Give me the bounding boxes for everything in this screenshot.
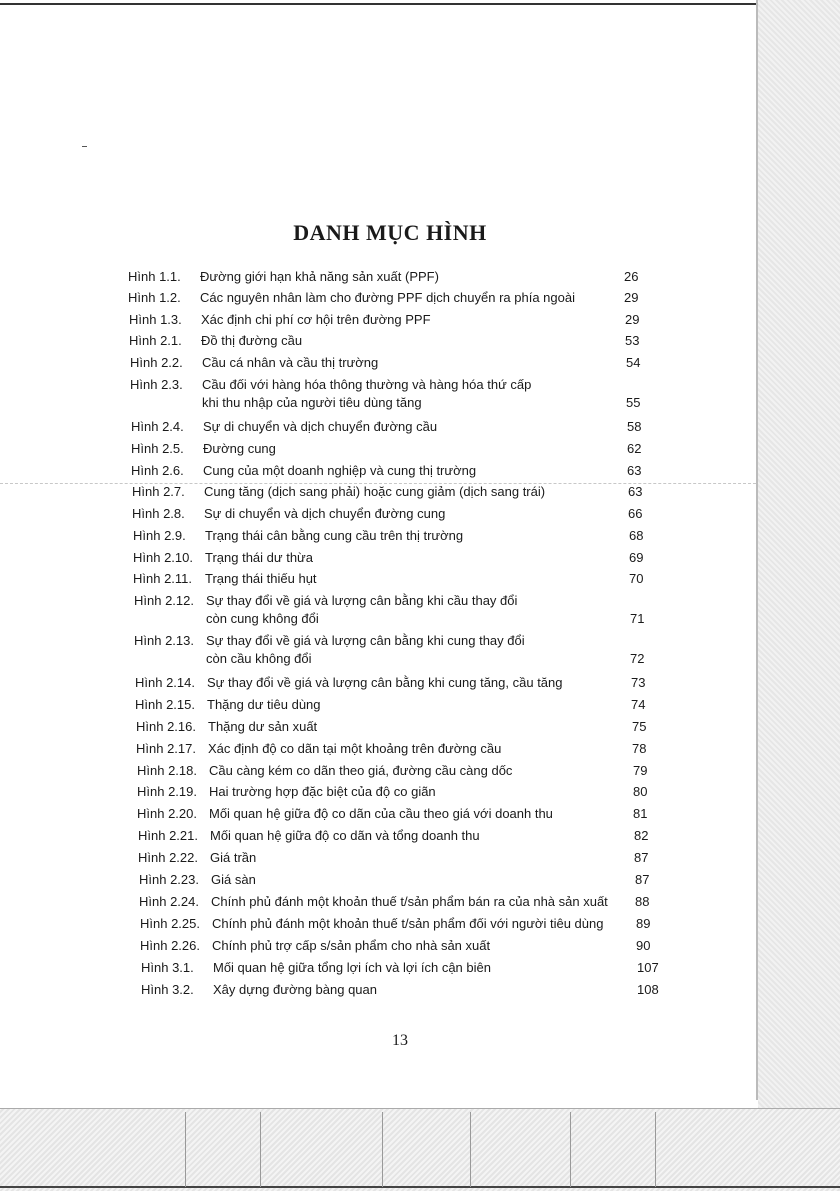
figure-title bbox=[206, 634, 630, 665]
figure-title bbox=[208, 720, 632, 733]
list-item bbox=[140, 917, 670, 930]
page-title: DANH MỤC HÌNH bbox=[293, 220, 487, 245]
scan-right-edge bbox=[758, 0, 840, 1191]
figure-label: Hình 2.13. bbox=[134, 633, 194, 648]
figure-label: Hình 2.18. bbox=[137, 763, 197, 778]
list-item bbox=[131, 464, 661, 477]
figure-title bbox=[201, 313, 625, 326]
list-item bbox=[129, 334, 659, 347]
list-item bbox=[128, 270, 658, 283]
figure-page-number: 78 bbox=[632, 741, 647, 756]
figure-title-line: Thặng dư sản xuất bbox=[208, 719, 318, 734]
figure-page-number: 87 bbox=[634, 850, 649, 865]
scan-bottom-divider bbox=[260, 1112, 261, 1187]
figure-title bbox=[207, 698, 631, 711]
figure-page-number: 79 bbox=[633, 763, 648, 778]
figure-page-number: 108 bbox=[637, 982, 659, 997]
figure-page-number: 81 bbox=[633, 806, 648, 821]
figure-page-number: 87 bbox=[635, 872, 650, 887]
figure-title-line: Các nguyên nhân làm cho đường PPF dịch chuyển ra phía ngoài bbox=[200, 290, 575, 305]
figure-page-number: 29 bbox=[625, 312, 640, 327]
figure-title bbox=[210, 851, 634, 864]
figure-title-line: Sự thay đổi về giá và lượng cân bằng khi cung thay đổi bbox=[206, 633, 525, 648]
figure-title-line-2: khi thu nhập của người tiêu dùng tăng bbox=[202, 395, 422, 410]
list-item bbox=[134, 634, 664, 665]
figure-page-number: 62 bbox=[627, 441, 642, 456]
figure-label: Hình 2.6. bbox=[131, 463, 184, 478]
figure-title-line: Trạng thái dư thừa bbox=[205, 550, 313, 565]
figure-title bbox=[207, 676, 631, 689]
list-item bbox=[132, 507, 662, 520]
figure-label: Hình 2.9. bbox=[133, 528, 186, 543]
figure-title bbox=[203, 420, 627, 433]
list-item bbox=[136, 742, 666, 755]
list-item bbox=[130, 356, 660, 369]
figure-title bbox=[211, 873, 635, 886]
figure-page-number: 72 bbox=[630, 651, 645, 666]
list-item bbox=[129, 313, 659, 326]
figure-title bbox=[201, 334, 625, 347]
figure-title-line: Thặng dư tiêu dùng bbox=[207, 697, 321, 712]
list-item bbox=[137, 785, 667, 798]
list-item bbox=[140, 939, 670, 952]
scan-bottom-band bbox=[0, 1108, 840, 1191]
list-item bbox=[137, 764, 667, 777]
scan-bottom-divider bbox=[382, 1112, 383, 1187]
list-item bbox=[135, 698, 665, 711]
figure-page-number: 68 bbox=[629, 528, 644, 543]
figure-label: Hình 2.21. bbox=[138, 828, 198, 843]
figure-label: Hình 2.24. bbox=[139, 894, 199, 909]
figure-page-number: 63 bbox=[628, 484, 643, 499]
list-item bbox=[128, 291, 658, 304]
figure-page-number: 58 bbox=[627, 419, 642, 434]
figure-title-line: Chính phủ đánh một khoản thuế t/sản phẩm đối với người tiêu dùng bbox=[212, 916, 604, 931]
figure-title bbox=[205, 572, 629, 585]
list-item bbox=[137, 807, 667, 820]
figure-page-number: 89 bbox=[636, 916, 651, 931]
figure-title bbox=[204, 485, 628, 498]
figure-label: Hình 2.22. bbox=[138, 850, 198, 865]
figure-label: Hình 2.14. bbox=[135, 675, 195, 690]
figure-title-line: Trạng thái cân bằng cung cầu trên thị trường bbox=[205, 528, 464, 543]
figure-page-number: 71 bbox=[630, 611, 645, 626]
figure-label: Hình 2.3. bbox=[130, 377, 183, 392]
figure-title-line: Sự thay đổi về giá và lượng cân bằng khi cung tăng, cầu tăng bbox=[207, 675, 563, 690]
figure-title bbox=[202, 356, 626, 369]
figure-title-line: Sự di chuyển và dịch chuyển đường cung bbox=[204, 506, 446, 521]
list-item bbox=[132, 485, 662, 498]
figure-title-line: Cầu cá nhân và cầu thị trường bbox=[202, 355, 379, 370]
figure-title-line: Giá trần bbox=[210, 850, 257, 865]
page-number: 13 bbox=[392, 1032, 408, 1049]
list-item bbox=[131, 442, 661, 455]
figure-label: Hình 2.5. bbox=[131, 441, 184, 456]
figure-label: Hình 2.12. bbox=[134, 593, 194, 608]
figure-title-line: Giá sàn bbox=[211, 872, 256, 887]
scan-bottom-divider bbox=[185, 1112, 186, 1187]
list-item bbox=[138, 851, 668, 864]
figure-label: Hình 2.26. bbox=[140, 938, 200, 953]
figure-label: Hình 2.16. bbox=[136, 719, 196, 734]
figure-page-number: 55 bbox=[626, 395, 641, 410]
figure-title-line: Sự di chuyển và dịch chuyển đường cầu bbox=[203, 419, 438, 434]
list-item bbox=[133, 551, 663, 564]
figure-page-number: 54 bbox=[626, 355, 641, 370]
figure-title-line: Cung tăng (dịch sang phải) hoặc cung giảm (dịch sang trái) bbox=[204, 484, 546, 499]
figure-label: Hình 2.1. bbox=[129, 333, 182, 348]
figure-title bbox=[208, 742, 632, 755]
list-item bbox=[141, 961, 671, 974]
figure-label: Hình 1.1. bbox=[128, 269, 181, 284]
figure-title-line: Xác định chi phí cơ hội trên đường PPF bbox=[201, 312, 431, 327]
figure-title-line: Trạng thái thiếu hụt bbox=[205, 571, 317, 586]
figure-label: Hình 3.2. bbox=[141, 982, 194, 997]
list-item bbox=[136, 720, 666, 733]
figure-title-line: Chính phủ đánh một khoản thuế t/sản phẩm bán ra của nhà sản xuất bbox=[211, 894, 608, 909]
figure-page-number: 74 bbox=[631, 697, 646, 712]
figure-page-number: 75 bbox=[632, 719, 647, 734]
scan-bottom-divider bbox=[470, 1112, 471, 1187]
figure-title-line: Cung của một doanh nghiệp và cung thị trường bbox=[203, 463, 477, 478]
figure-title-line: Cầu đối với hàng hóa thông thường và hàng hóa thứ cấp bbox=[202, 377, 532, 392]
figure-title-line: Xây dựng đường bàng quan bbox=[213, 982, 377, 997]
figure-page-number: 80 bbox=[633, 784, 648, 799]
figure-label: Hình 2.17. bbox=[136, 741, 196, 756]
figure-title bbox=[209, 807, 633, 820]
figure-title bbox=[213, 983, 637, 996]
figure-label: Hình 2.23. bbox=[139, 872, 199, 887]
figure-label: Hình 2.15. bbox=[135, 697, 195, 712]
figure-label: Hình 2.10. bbox=[133, 550, 193, 565]
figure-page-number: 29 bbox=[624, 290, 639, 305]
list-item bbox=[134, 594, 664, 625]
figure-label: Hình 1.2. bbox=[128, 290, 181, 305]
figure-title-line: Hai trường hợp đặc biệt của độ co giãn bbox=[209, 784, 436, 799]
figure-page-number: 88 bbox=[635, 894, 650, 909]
figure-title-line: Đồ thị đường cầu bbox=[201, 333, 303, 348]
scan-bottom-divider bbox=[655, 1112, 656, 1187]
scan-top-rule bbox=[0, 3, 790, 5]
figure-title-line: Mối quan hệ giữa tổng lợi ích và lợi ích cận biên bbox=[213, 960, 491, 975]
figure-title bbox=[200, 270, 624, 283]
figure-title-line-2: còn cung không đổi bbox=[206, 611, 319, 626]
scan-stray-mark bbox=[82, 146, 87, 147]
figure-label: Hình 2.4. bbox=[131, 419, 184, 434]
figure-title-line: Xác định độ co dãn tại một khoảng trên đường cầu bbox=[208, 741, 502, 756]
figure-label: Hình 2.20. bbox=[137, 806, 197, 821]
figure-title bbox=[211, 895, 635, 908]
figure-label: Hình 2.19. bbox=[137, 784, 197, 799]
figure-title bbox=[209, 764, 633, 777]
figure-label: Hình 2.7. bbox=[132, 484, 185, 499]
figure-title-line: Sự thay đổi về giá và lượng cân bằng khi cầu thay đổi bbox=[206, 593, 518, 608]
figure-title-line: Mối quan hệ giữa độ co dãn của cầu theo giá với doanh thu bbox=[209, 806, 553, 821]
list-item bbox=[130, 378, 660, 409]
figure-label: Hình 2.2. bbox=[130, 355, 183, 370]
figure-page-number: 53 bbox=[625, 333, 640, 348]
list-item bbox=[139, 873, 669, 886]
scan-bottom-edge bbox=[0, 1186, 840, 1188]
figure-page-number: 66 bbox=[628, 506, 643, 521]
list-item bbox=[139, 895, 669, 908]
figure-title-line: Mối quan hệ giữa độ co dãn và tổng doanh thu bbox=[210, 828, 480, 843]
figure-title bbox=[205, 551, 629, 564]
figure-title-line: Chính phủ trợ cấp s/sản phẩm cho nhà sản xuất bbox=[212, 938, 491, 953]
figure-page-number: 73 bbox=[631, 675, 646, 690]
list-item bbox=[138, 829, 668, 842]
figure-label: Hình 2.8. bbox=[132, 506, 185, 521]
figure-title bbox=[200, 291, 624, 304]
figure-title-line-2: còn cầu không đổi bbox=[206, 651, 312, 666]
figure-title bbox=[203, 464, 627, 477]
figure-label: Hình 2.25. bbox=[140, 916, 200, 931]
figure-page-number: 70 bbox=[629, 571, 644, 586]
figure-title bbox=[209, 785, 633, 798]
figure-title bbox=[202, 378, 626, 409]
figure-page-number: 107 bbox=[637, 960, 659, 975]
figure-title bbox=[213, 961, 637, 974]
list-item bbox=[131, 420, 661, 433]
figure-title bbox=[206, 594, 630, 625]
figure-label: Hình 2.11. bbox=[133, 571, 193, 586]
figure-title-line: Cầu càng kém co dãn theo giá, đường cầu càng dốc bbox=[209, 763, 513, 778]
figure-page-number: 82 bbox=[634, 828, 649, 843]
figure-label: Hình 3.1. bbox=[141, 960, 194, 975]
figure-title-line: Đường giới hạn khả năng sản xuất (PPF) bbox=[200, 269, 439, 284]
figure-title bbox=[212, 939, 636, 952]
scan-bottom-divider bbox=[570, 1112, 571, 1187]
figure-page-number: 90 bbox=[636, 938, 651, 953]
figure-title bbox=[204, 507, 628, 520]
figure-title bbox=[210, 829, 634, 842]
figure-page-number: 26 bbox=[624, 269, 639, 284]
list-item bbox=[135, 676, 665, 689]
figure-title bbox=[203, 442, 627, 455]
figure-title bbox=[205, 529, 629, 542]
figure-page-number: 63 bbox=[627, 463, 642, 478]
figure-page-number: 69 bbox=[629, 550, 644, 565]
list-item bbox=[133, 529, 663, 542]
list-item bbox=[141, 983, 671, 996]
figure-title bbox=[212, 917, 636, 930]
scan-bottom-rule bbox=[0, 1108, 840, 1109]
figure-title-line: Đường cung bbox=[203, 441, 276, 456]
list-item bbox=[133, 572, 663, 585]
figure-label: Hình 1.3. bbox=[129, 312, 182, 327]
scan-right-edge-line bbox=[756, 0, 758, 1100]
